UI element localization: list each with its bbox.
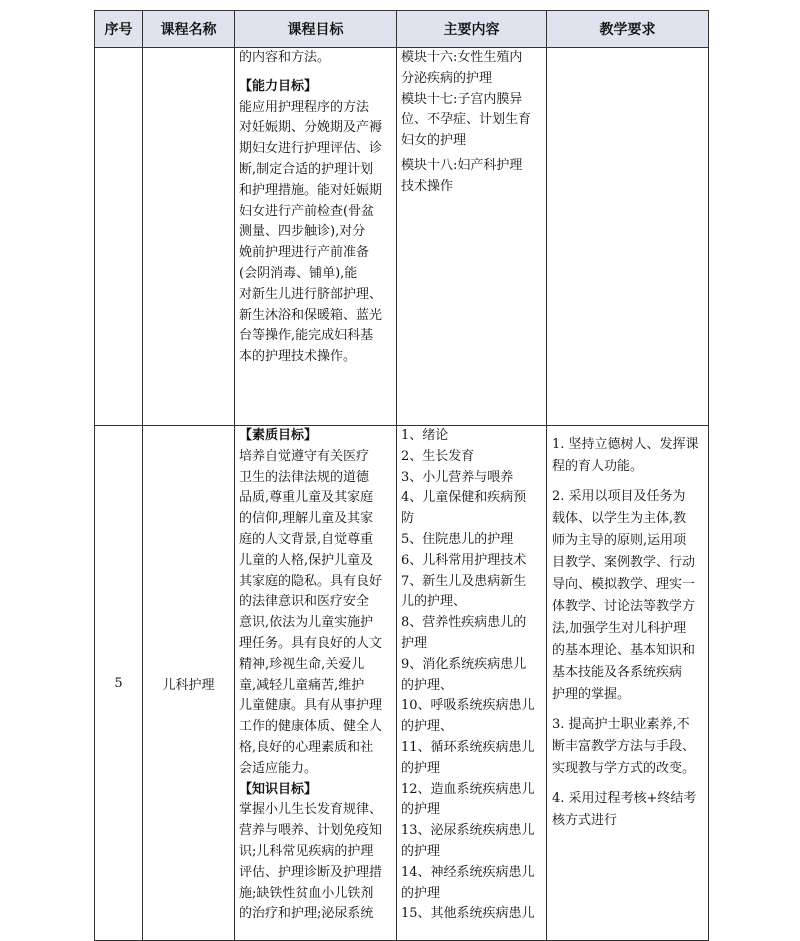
text-line: 会适应能力。 — [239, 760, 318, 776]
text-line: 模块十八:妇产科护理 — [401, 157, 523, 173]
text-line: 10、呼吸系统疾病患儿 — [401, 698, 535, 714]
text-line: 程的育人功能。 — [552, 459, 644, 474]
text-line: 理任务。具有良好的人文 — [239, 635, 383, 651]
row2-content-cell — [397, 426, 547, 941]
requirement-2 — [552, 486, 703, 706]
goal-intro-line: 的内容和方法。 — [239, 50, 331, 65]
row2-course: 儿科护理 — [143, 426, 235, 941]
knowledge-heading: 【知识目标】 — [239, 781, 318, 797]
text-line: 能应用护理程序的方法 — [239, 99, 370, 115]
curriculum-table — [94, 10, 709, 941]
row1-course — [143, 48, 235, 426]
text-line: 的治疗和护理;泌尿系统 — [239, 906, 374, 922]
content-module-18 — [401, 156, 542, 198]
text-line: 和护理措施。能对妊娠期 — [239, 182, 383, 198]
text-line: 庭的人文背景,自觉尊重 — [239, 531, 374, 547]
text-line: 护理的掌握。 — [552, 687, 631, 702]
requirement-3 — [552, 714, 703, 780]
text-line: 体教学、讨论法等教学方 — [552, 599, 696, 614]
text-line: 测量、四步触诊),对分 — [239, 224, 366, 240]
header-teaching-requirements: 教学要求 — [547, 11, 709, 48]
text-line: 评估、护理诊断及护理措 — [239, 864, 383, 880]
text-line: 对妊娠期、分娩期及产褥 — [239, 120, 383, 136]
text-line: 2. 采用以项目及任务为 — [552, 489, 686, 504]
text-line: 台等操作,能完成妇科基 — [239, 328, 374, 344]
header-course-name: 课程名称 — [143, 11, 235, 48]
text-line: 掌握小儿生长发育规律、 — [239, 802, 383, 818]
text-line: 的护理 — [401, 843, 441, 859]
text-line: 的法律意识和医疗安全 — [239, 594, 370, 610]
text-line: 目教学、案例教学、行动 — [552, 555, 696, 570]
quality-heading: 【素质目标】 — [239, 428, 318, 443]
requirement-4 — [552, 788, 703, 832]
text-line: 技术操作 — [401, 178, 454, 194]
row2-requirements-cell — [547, 426, 709, 941]
text-line: 儿的护理、 — [401, 594, 467, 610]
content-module-16 — [401, 48, 542, 90]
text-line: 妇女的护理 — [401, 133, 467, 149]
row1-requirements-cell — [547, 48, 709, 426]
text-line: 11、循环系统疾病患儿 — [401, 739, 535, 755]
text-line: 的护理 — [401, 760, 441, 776]
text-line: 14、神经系统疾病患儿 — [401, 864, 535, 880]
text-line: 断丰富教学方法与手段、 — [552, 739, 696, 754]
text-line: 15、其他系统疾病患儿 — [401, 906, 535, 922]
text-line: 师为主导的原则,运用项 — [552, 533, 687, 548]
text-line: 实现教与学方式的改变。 — [552, 761, 696, 776]
text-line: 6、儿科常用护理技术 — [401, 552, 527, 568]
text-line: 儿童健康。具有从事护理 — [239, 698, 383, 714]
text-line: 格,良好的心理素质和社 — [239, 739, 374, 755]
text-line: 的护理 — [401, 885, 441, 901]
text-line: 断,制定合适的护理计划 — [239, 161, 374, 177]
requirement-1 — [552, 434, 703, 478]
row2-index: 5 — [95, 426, 143, 941]
text-line: 分泌疾病的护理 — [401, 70, 493, 86]
quality-lines — [239, 447, 392, 780]
text-line: 3、小儿营养与喂养 — [401, 469, 514, 485]
text-line: 新生沐浴和保暖箱、蓝光 — [239, 307, 383, 323]
text-line: 模块十六:女性生殖内 — [401, 50, 523, 65]
text-line: 意识,依法为儿童实施护 — [239, 615, 374, 631]
text-line: 品质,尊重儿童及其家庭 — [239, 490, 374, 506]
text-line: 法,加强学生对儿科护理 — [552, 621, 687, 636]
text-line: 9、消化系统疾病患儿 — [401, 656, 527, 672]
text-line: 12、造血系统疾病患儿 — [401, 781, 535, 797]
text-line: 位、不孕症、计划生育 — [401, 112, 532, 128]
text-line: 基本技能及各系统疾病 — [552, 665, 683, 680]
text-line: 童,减轻儿童痛苦,维护 — [239, 677, 365, 693]
text-line: 其家庭的隐私。具有良好 — [239, 573, 383, 589]
text-line: 期妇女进行护理评估、诊 — [239, 141, 383, 157]
text-line: 8、营养性疾病患儿的 — [401, 615, 527, 631]
text-line: 卫生的法律法规的道德 — [239, 469, 370, 485]
table-header-row — [95, 11, 709, 48]
text-line: 培养自觉遵守有关医疗 — [239, 448, 370, 464]
text-line: 4、儿童保健和疾病预 — [401, 490, 527, 506]
text-line: 识;儿科常见疾病的护理 — [239, 843, 374, 859]
text-line: 工作的健康体质、健全人 — [239, 719, 383, 735]
text-line: 模块十七:子宫内膜异 — [401, 91, 523, 107]
text-line: 导向、模拟教学、理实一 — [552, 577, 696, 592]
table-row — [95, 48, 709, 426]
text-line: 3. 提高护士职业素养,不 — [552, 717, 690, 732]
knowledge-lines — [239, 800, 392, 925]
text-line: 儿童的人格,保护儿童及 — [239, 552, 374, 568]
text-line: 1、绪论 — [401, 428, 449, 443]
text-line: 2、生长发育 — [401, 448, 475, 464]
text-line: 的信仰,理解儿童及其家 — [239, 511, 374, 527]
ability-lines — [239, 98, 392, 368]
text-line: 5、住院患儿的护理 — [401, 531, 514, 547]
text-line: 的护理、 — [401, 677, 454, 693]
row1-content-cell — [397, 48, 547, 426]
header-course-goal: 课程目标 — [235, 11, 397, 48]
content-lines — [401, 426, 542, 925]
text-line: 的基本理论、基本知识和 — [552, 643, 696, 658]
text-line: 施;缺铁性贫血小儿铁剂 — [239, 885, 374, 901]
text-line: 营养与喂养、计划免疫知 — [239, 823, 383, 839]
text-line: 7、新生儿及患病新生 — [401, 573, 527, 589]
text-line: 本的护理技术操作。 — [239, 349, 357, 365]
text-line: 对新生儿进行脐部护理、 — [239, 286, 383, 302]
row1-index — [95, 48, 143, 426]
text-line: 精神,珍视生命,关爱儿 — [239, 656, 365, 672]
text-line: 娩前护理进行产前准备 — [239, 245, 370, 261]
text-line: 载体、以学生为主体,教 — [552, 511, 687, 526]
content-module-17 — [401, 90, 542, 152]
text-line: 护理 — [401, 635, 428, 651]
header-index: 序号 — [95, 11, 143, 48]
header-main-content: 主要内容 — [397, 11, 547, 48]
table-row — [95, 426, 709, 941]
text-line: 的护理 — [401, 802, 441, 818]
text-line: 1. 坚持立德树人、发挥课 — [552, 437, 699, 452]
text-line: 防 — [401, 511, 415, 527]
text-line: 核方式进行 — [552, 813, 618, 828]
text-line: 妇女进行产前检查(骨盆 — [239, 203, 375, 219]
row2-goal-cell — [235, 426, 397, 941]
text-line: 4. 采用过程考核+终结考 — [552, 791, 697, 806]
text-line: 13、泌尿系统疾病患儿 — [401, 823, 535, 839]
text-line: (会阴消毒、铺单),能 — [239, 265, 358, 281]
text-line: 的护理、 — [401, 719, 454, 735]
ability-heading: 【能力目标】 — [239, 78, 318, 94]
row1-goal-cell — [235, 48, 397, 426]
